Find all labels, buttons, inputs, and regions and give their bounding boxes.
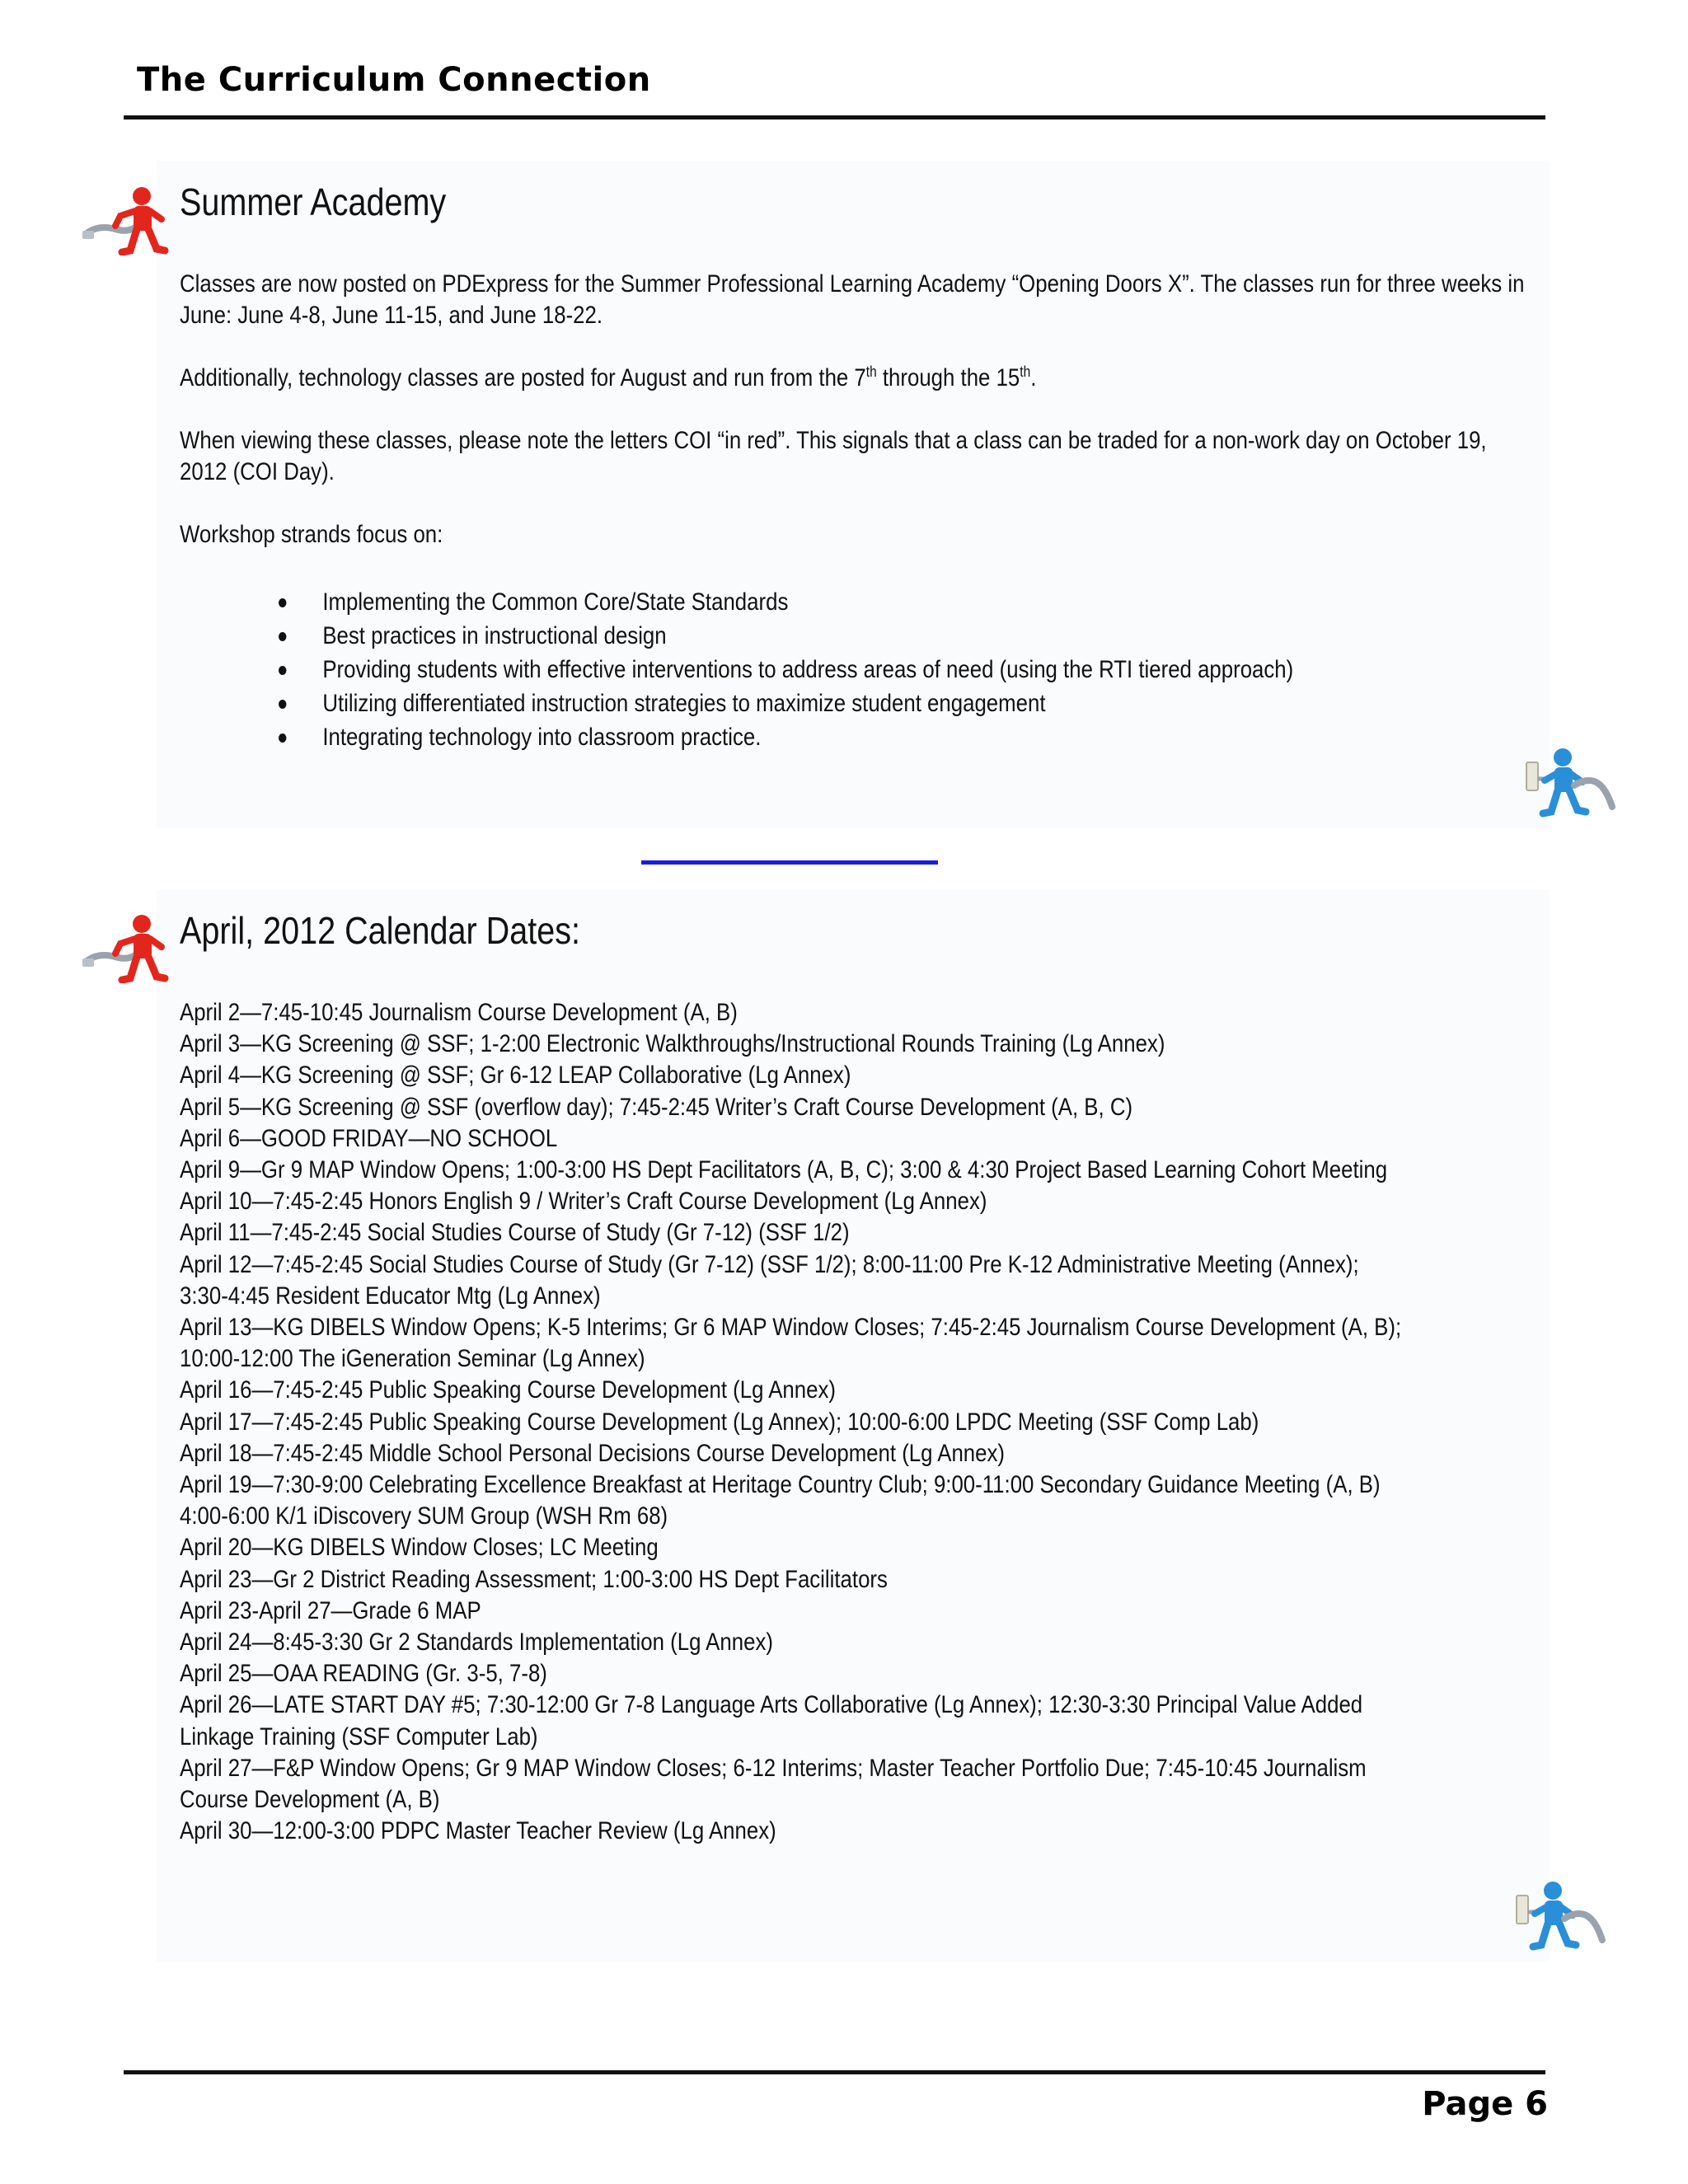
list-item: April 30—12:00-3:00 PDPC Master Teacher Review (Lg Annex) [180, 1817, 776, 1845]
summer-paragraph-4: Workshop strands focus on: [180, 521, 443, 548]
list-item: April 25—OAA READING (Gr. 3-5, 7-8) [180, 1660, 547, 1688]
blue-figure-plug-icon [1525, 746, 1615, 818]
list-item: Best practices in instructional design [279, 619, 1625, 653]
summer-paragraph-1: Classes are now posted on PDExpress for the Summer Professional Learning Academy “Opening Doors X”. The classes run for three weeks in June: June 4-8, June 11-15, and June 18-22. [180, 270, 1525, 329]
footer-rule [124, 2070, 1545, 2074]
list-item: April 24—8:45-3:30 Gr 2 Standards Implementation (Lg Annex) [180, 1629, 773, 1657]
list-item: April 13—KG DIBELS Window Opens; K-5 Interims; Gr 6 MAP Window Closes; 7:45-2:45 Journalism Course Development (A, B); [180, 1314, 1402, 1342]
list-item: April 9—Gr 9 MAP Window Opens; 1:00-3:00 HS Dept Facilitators (A, B, C); 3:00 & 4:30 Project Based Learning Cohort Meeting [180, 1156, 1388, 1184]
page-header [124, 58, 1545, 120]
list-item: April 19—7:30-9:00 Celebrating Excellence Breakfast at Heritage Country Club; 9:00-11:00 Secondary Guidance Meeting (A, B) [180, 1471, 1381, 1499]
red-figure-plug-icon [82, 183, 173, 255]
list-item: April 20—KG DIBELS Window Closes; LC Meeting [180, 1534, 659, 1562]
summer-paragraph-3: When viewing these classes, please note the letters COI “in red”. This signals that a class can be traded for a non-work day on October 19, 2012 (COI Day). [180, 427, 1487, 485]
list-item: April 23-April 27—Grade 6 MAP [180, 1596, 481, 1624]
list-item: April 16—7:45-2:45 Public Speaking Course Development (Lg Annex) [180, 1376, 836, 1404]
summer-paragraph-2: Additionally, technology classes are posted for August and run from the 7th through the 15th. [180, 363, 1037, 391]
newsletter-title: The Curriculum Connection [137, 61, 651, 99]
blue-figure-plug-icon [1515, 1879, 1606, 1952]
list-item: Utilizing differentiated instruction strategies to maximize student engagement [279, 687, 1625, 720]
calendar-list [180, 997, 1583, 1847]
list-item: April 6—GOOD FRIDAY—NO SCHOOL [180, 1124, 558, 1152]
list-item: 3:30-4:45 Resident Educator Mtg (Lg Annex) [180, 1282, 601, 1310]
list-item: April 3—KG Screening @ SSF; 1-2:00 Electronic Walkthroughs/Instructional Rounds Training (Lg Annex) [180, 1030, 1165, 1058]
list-item: April 27—F&P Window Opens; Gr 9 MAP Window Closes; 6-12 Interims; Master Teacher Portfolio Due; 7:45-10:45 Journalism [180, 1754, 1367, 1782]
calendar-heading: April, 2012 Calendar Dates: [180, 909, 580, 952]
list-item: April 18—7:45-2:45 Middle School Personal Decisions Course Development (Lg Annex) [180, 1439, 1005, 1467]
page-number: Page 6 [1422, 2085, 1548, 2123]
list-item: Linkage Training (SSF Computer Lab) [180, 1722, 538, 1750]
list-item: April 10—7:45-2:45 Honors English 9 / Writer’s Craft Course Development (Lg Annex) [180, 1188, 987, 1216]
list-item: April 11—7:45-2:45 Social Studies Course of Study (Gr 7-12) (SSF 1/2) [180, 1219, 850, 1247]
list-item: Integrating technology into classroom practice. [279, 720, 1625, 754]
list-item: Course Development (A, B) [180, 1786, 440, 1814]
list-item: April 12—7:45-2:45 Social Studies Course of Study (Gr 7-12) (SSF 1/2); 8:00-11:00 Pre K-12 Administrative Meeting (Annex); [180, 1250, 1359, 1278]
list-item: Providing students with effective interventions to address areas of need (using the RTI tiered approach) [279, 653, 1625, 687]
list-item: April 23—Gr 2 District Reading Assessment; 1:00-3:00 HS Dept Facilitators [180, 1565, 888, 1593]
summer-academy-body [180, 269, 1526, 331]
section-divider [641, 860, 938, 865]
list-item: April 2—7:45-10:45 Journalism Course Development (A, B) [180, 999, 738, 1026]
list-item: April 17—7:45-2:45 Public Speaking Course Development (Lg Annex); 10:00-6:00 LPDC Meeting (SSF Comp Lab) [180, 1408, 1259, 1436]
list-item: April 26—LATE START DAY #5; 7:30-12:00 Gr 7-8 Language Arts Collaborative (Lg Annex); 12:30-3:30 Principal Value Added [180, 1691, 1363, 1719]
list-item: April 4—KG Screening @ SSF; Gr 6-12 LEAP Collaborative (Lg Annex) [180, 1062, 851, 1090]
red-figure-plug-icon [82, 911, 173, 983]
summer-academy-heading: Summer Academy [180, 180, 447, 223]
list-item: Implementing the Common Core/State Standards [279, 585, 1625, 619]
list-item: 10:00-12:00 The iGeneration Seminar (Lg Annex) [180, 1345, 645, 1373]
list-item: 4:00-6:00 K/1 iDiscovery SUM Group (WSH Rm 68) [180, 1502, 668, 1530]
workshop-strands-list [279, 585, 1625, 754]
list-item: April 5—KG Screening @ SSF (overflow day); 7:45-2:45 Writer’s Craft Course Development (A, B, C) [180, 1093, 1133, 1121]
